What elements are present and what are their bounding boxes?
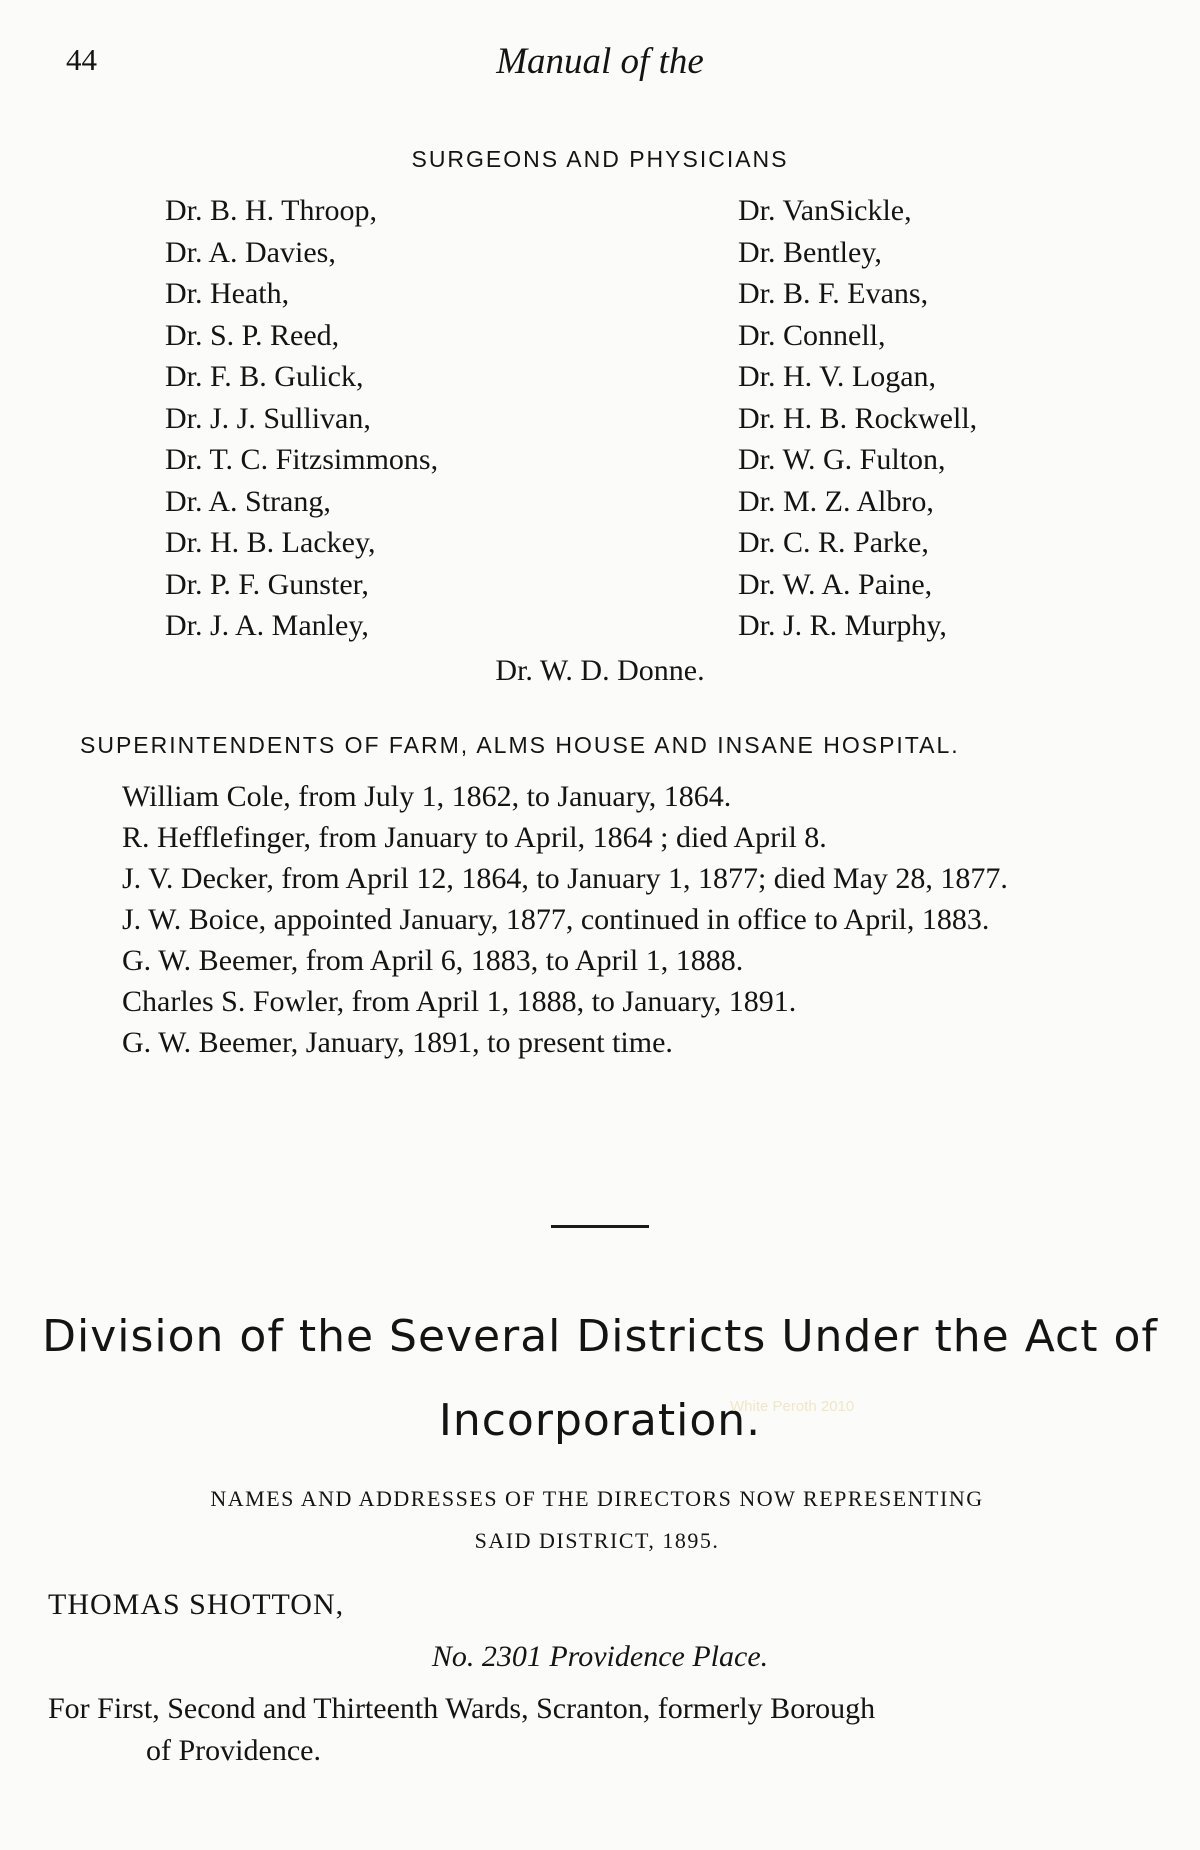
superintendent-entry: G. W. Beemer, January, 1891, to present time. xyxy=(122,1026,673,1059)
page-number: 44 xyxy=(66,42,97,77)
surgeon-name: Dr. A. Davies, xyxy=(165,235,336,269)
surgeon-name: Dr. W. A. Paine, xyxy=(738,567,933,601)
surgeon-name: Dr. T. C. Fitzsimmons, xyxy=(165,443,439,476)
director-wards-line: For First, Second and Thirteenth Wards, Scranton, formerly Borough xyxy=(48,1692,876,1725)
surgeon-name: Dr. A. Strang, xyxy=(165,484,331,518)
superintendent-entry: J. V. Decker, from April 12, 1864, to January 1, 1877; died May 28, 1877. xyxy=(122,862,1008,895)
superintendent-entry: J. W. Boice, appointed January, 1877, continued in office to April, 1883. xyxy=(122,903,990,936)
surgeon-name: Dr. B. F. Evans, xyxy=(738,277,929,310)
division-title-line: Division of the Several Districts Under the Act of xyxy=(42,1311,1158,1362)
surgeons-right-column xyxy=(738,190,977,647)
superintendents-list xyxy=(56,776,1152,1063)
surgeon-name: Dr. Connell, xyxy=(738,318,886,352)
surgeon-name: Dr. Heath, xyxy=(165,277,290,310)
division-title-line: Incorporation. xyxy=(438,1395,762,1446)
superintendent-entry: William Cole, from July 1, 1862, to January, 1864. xyxy=(122,780,732,813)
directors-heading-line: SAID DISTRICT, 1895. xyxy=(474,1528,720,1553)
superintendent-entry: Charles S. Fowler, from April 1, 1888, to January, 1891. xyxy=(122,985,797,1018)
surgeon-name: Dr. F. B. Gulick, xyxy=(165,360,364,393)
surgeon-name: Dr. J. J. Sullivan, xyxy=(165,401,371,435)
surgeon-name: Dr. W. G. Fulton, xyxy=(738,443,946,476)
surgeon-name: Dr. Bentley, xyxy=(738,235,882,269)
director-wards-line: of Providence. xyxy=(146,1734,321,1767)
running-title: Manual of the xyxy=(496,41,704,82)
director-address: No. 2301 Providence Place. xyxy=(431,1640,769,1673)
surgeon-name: Dr. B. H. Throop, xyxy=(165,194,377,227)
directors-heading-line: NAMES AND ADDRESSES OF THE DIRECTORS NOW REPRESENTING xyxy=(210,1486,984,1511)
surgeon-name: Dr. S. P. Reed, xyxy=(165,318,340,352)
surgeon-name: Dr. J. A. Manley, xyxy=(165,609,369,642)
surgeon-name: Dr. VanSickle, xyxy=(738,194,912,227)
surgeon-name: Dr. H. B. Rockwell, xyxy=(738,401,978,435)
section-divider xyxy=(551,1225,649,1228)
watermark-text: White Peroth 2010 xyxy=(730,1398,855,1415)
surgeons-left-column xyxy=(165,190,438,647)
surgeon-name: Dr. J. R. Murphy, xyxy=(738,609,947,642)
surgeon-name: Dr. C. R. Parke, xyxy=(738,526,929,559)
division-title xyxy=(40,1295,1160,1463)
surgeon-name: Dr. M. Z. Albro, xyxy=(738,484,934,518)
surgeons-heading: SURGEONS AND PHYSICIANS xyxy=(411,146,789,172)
superintendent-entry: R. Hefflefinger, from January to April, 1864 ; died April 8. xyxy=(122,821,827,854)
director-name: THOMAS SHOTTON, xyxy=(48,1588,345,1621)
superintendent-entry: G. W. Beemer, from April 6, 1883, to April 1, 1888. xyxy=(122,944,744,977)
surgeon-name: Dr. H. B. Lackey, xyxy=(165,526,376,559)
directors-heading xyxy=(52,1478,1142,1562)
director-wards xyxy=(48,1688,1138,1772)
surgeon-name-last: Dr. W. D. Donne. xyxy=(495,654,705,687)
surgeon-name: Dr. P. F. Gunster, xyxy=(165,567,369,601)
superintendents-heading: SUPERINTENDENTS OF FARM, ALMS HOUSE AND INSANE HOSPITAL. xyxy=(80,732,960,758)
surgeon-name: Dr. H. V. Logan, xyxy=(738,360,937,393)
